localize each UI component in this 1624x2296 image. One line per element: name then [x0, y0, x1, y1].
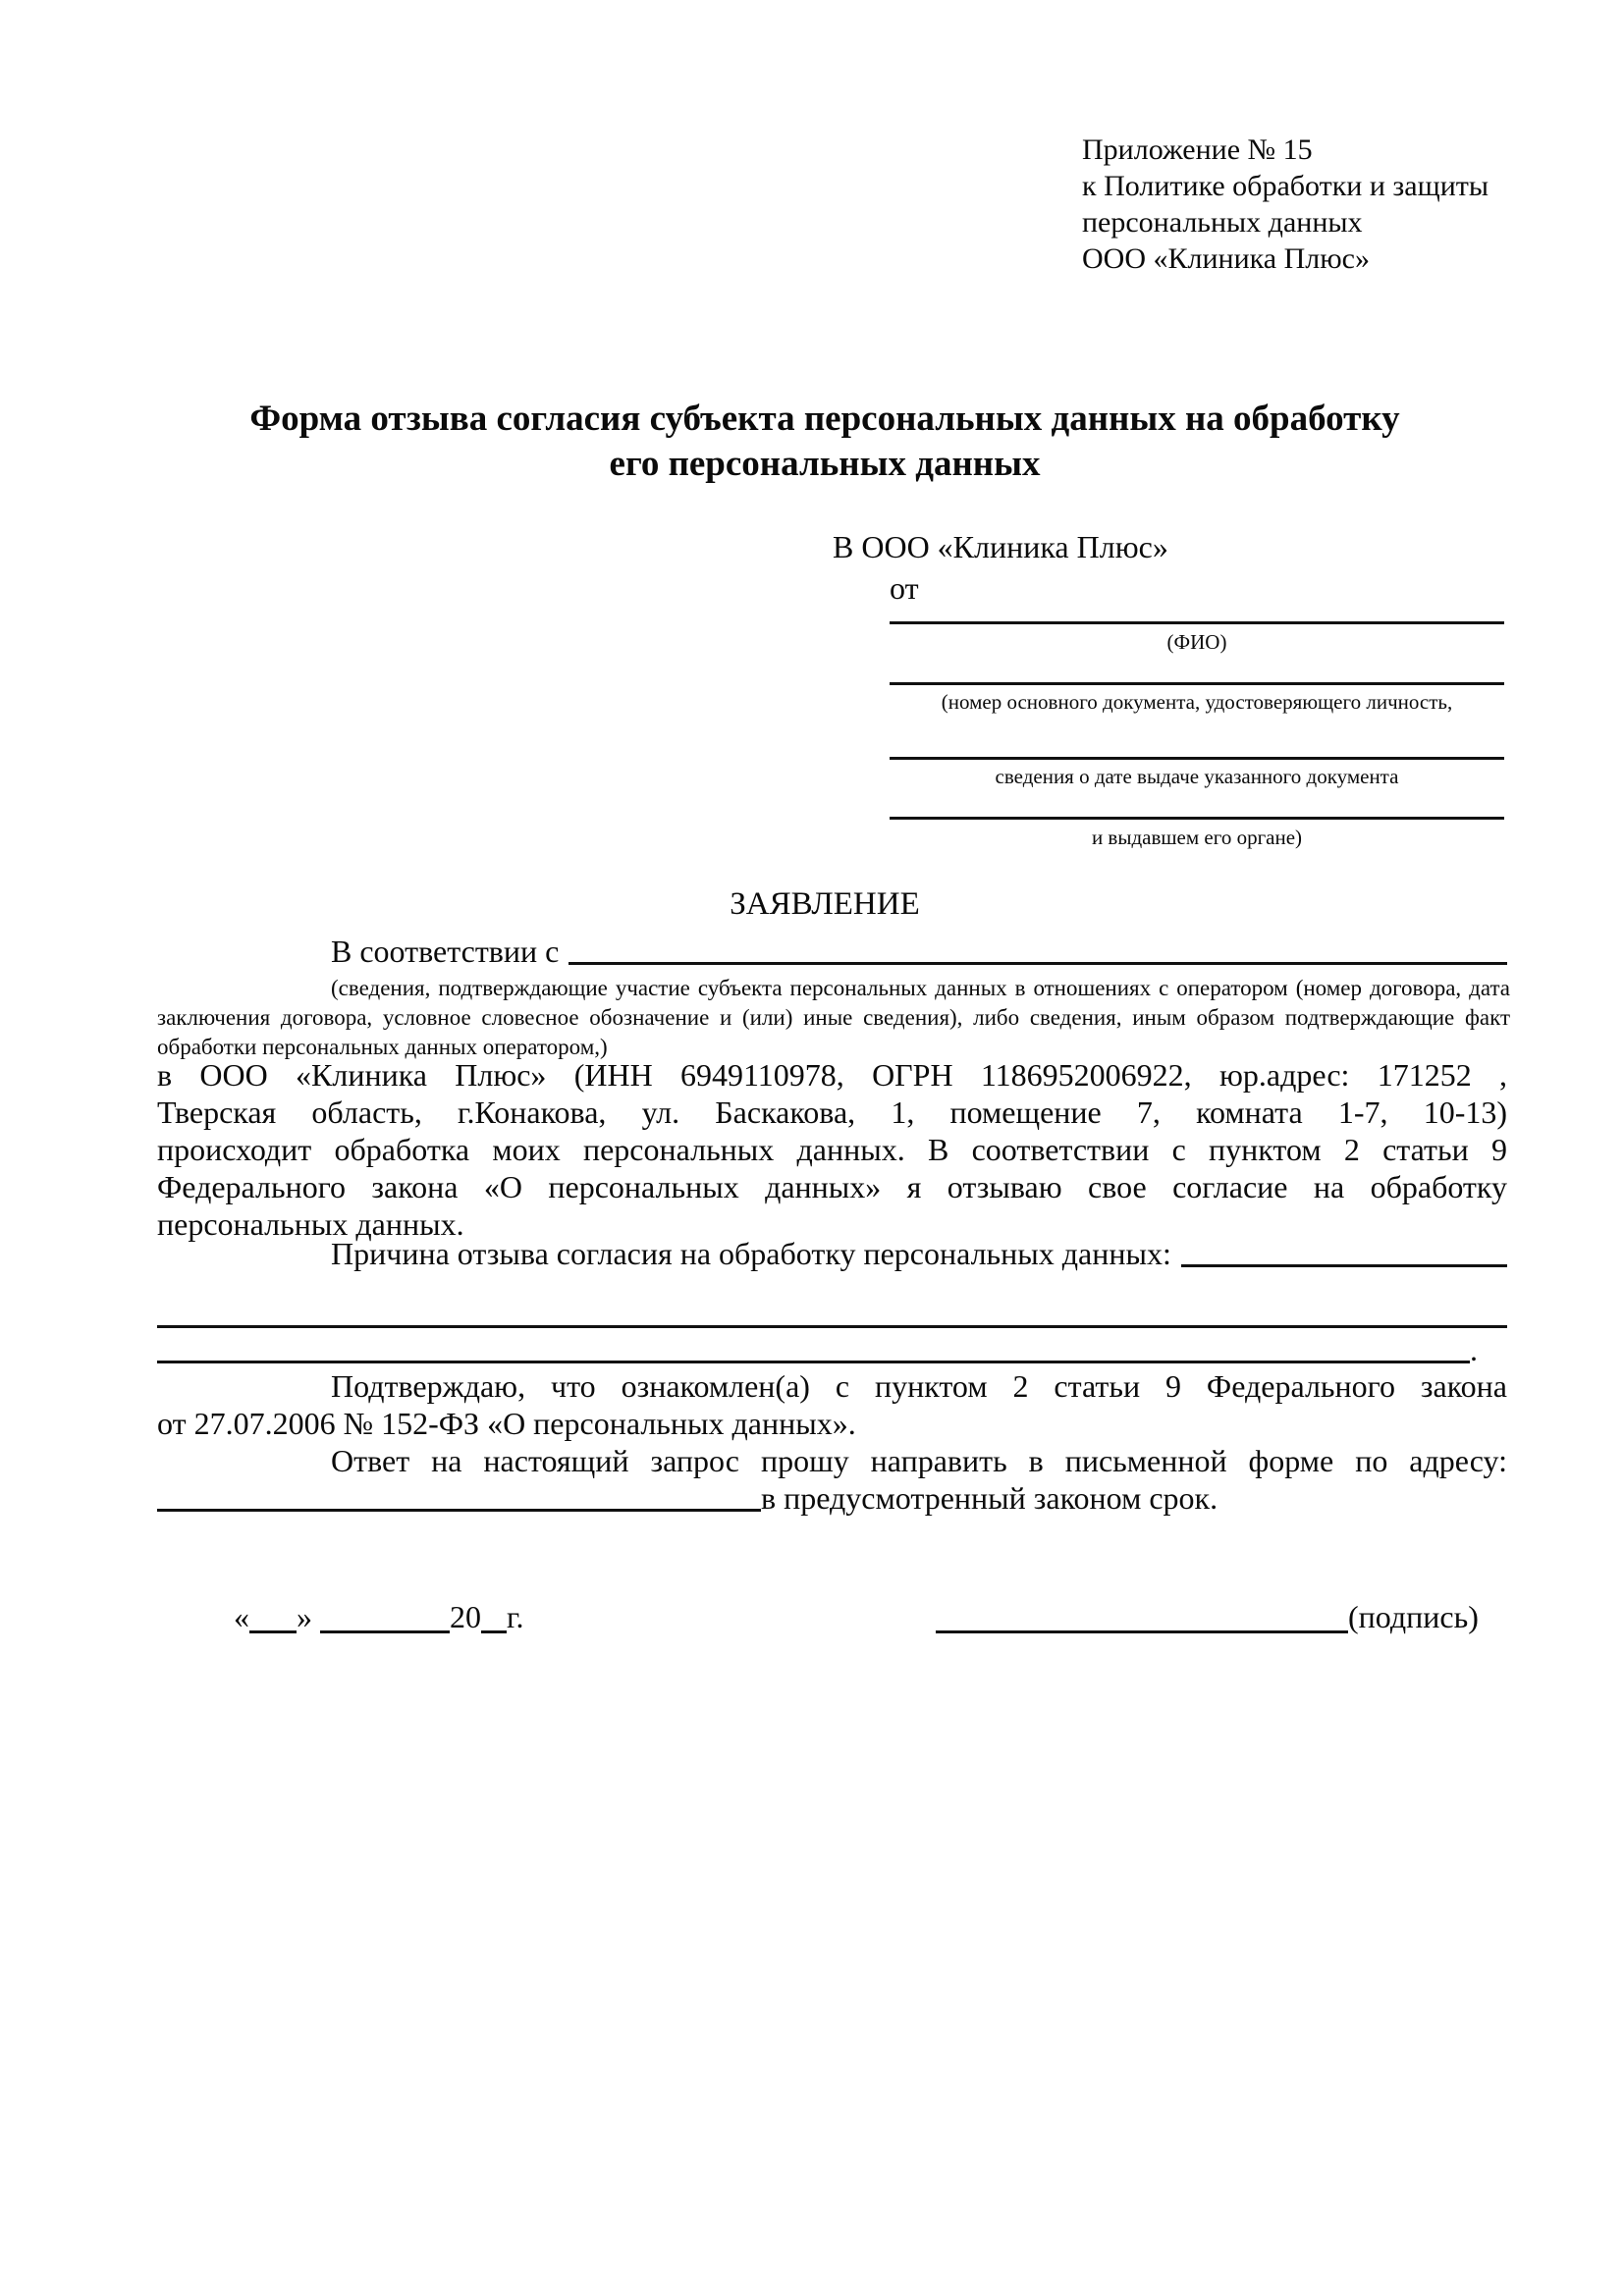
form-title: [118, 397, 1532, 487]
doc-number-blank-line: [890, 682, 1504, 685]
day-blank: [249, 1605, 297, 1633]
intro-blank-line: [568, 962, 1507, 965]
doc-date-blank-line: [890, 757, 1504, 760]
intro-label: В соответствии с: [331, 934, 560, 969]
fine-print-note: [157, 974, 1510, 1062]
recipient-organization: В ООО «Клиника Плюс»: [833, 529, 1168, 564]
body-line: персональных данных.: [157, 1206, 464, 1242]
appendix-note: [1082, 132, 1489, 277]
reply-line: Ответ на настоящий запрос прошу направить в письменной форме по адресу:: [331, 1443, 1507, 1478]
reply-paragraph: [157, 1442, 1507, 1517]
month-blank: [320, 1605, 450, 1633]
appendix-note-line: ООО «Клиника Плюс»: [1082, 242, 1370, 275]
date-field: [234, 1598, 524, 1635]
paragraph-indent: [157, 933, 331, 970]
confirmation-paragraph: [157, 1367, 1507, 1442]
body-line: в ООО «Клиника Плюс» (ИНН 6949110978, ОГРН 1186952006922, юр.адрес: 171252 ,: [157, 1057, 1507, 1093]
intro-row: [157, 933, 1507, 970]
reason-label: Причина отзыва согласия на обработку персональных данных:: [331, 1236, 1171, 1271]
signature-field: [936, 1598, 1479, 1635]
confirmation-line: Подтверждаю, что ознакомлен(а) с пунктом 2 статьи 9 Федерального закона: [331, 1368, 1507, 1404]
fio-blank-line: [890, 621, 1504, 624]
date-century: 20: [450, 1599, 481, 1634]
doc-number-caption: (номер основного документа, удостоверяющего личность,: [941, 690, 1453, 714]
paragraph-indent: [157, 1235, 331, 1272]
address-blank-line: [157, 1509, 761, 1512]
body-line: Федерального закона «О персональных данных» я отзываю свое согласие на обработку: [157, 1169, 1507, 1204]
signature-caption: (подпись): [1348, 1599, 1479, 1634]
fine-print-line: заключения договора, условное словесное обозначение и (или) иные сведения), либо сведения, иным образом подтверждающие факт: [157, 1005, 1510, 1030]
confirmation-line: от 27.07.2006 № 152-ФЗ «О персональных данных».: [157, 1406, 856, 1441]
reason-blank-line-2: [157, 1325, 1507, 1328]
date-open-quote: «: [234, 1599, 249, 1634]
reason-blank-row-3: [157, 1331, 1507, 1368]
date-close-quote: »: [297, 1599, 312, 1634]
fine-print-line: обработки персональных данных оператором,): [157, 1035, 608, 1059]
year-blank: [481, 1605, 507, 1633]
doc-date-caption: сведения о дате выдаче указанного документа: [995, 765, 1399, 788]
body-paragraph: [157, 1056, 1507, 1243]
doc-issuer-blank-line: [890, 817, 1504, 820]
reason-terminator: .: [1470, 1332, 1478, 1367]
fine-print-line: (сведения, подтверждающие участие субъекта персональных данных в отношениях с оператором (номер договора, дата: [331, 976, 1510, 1000]
reason-blank-line-3: [157, 1361, 1470, 1363]
statement-heading: ЗАЯВЛЕНИЕ: [730, 886, 920, 922]
appendix-note-line: персональных данных: [1082, 206, 1363, 239]
form-title-line: Форма отзыва согласия субъекта персональных данных на обработку: [249, 399, 1400, 439]
doc-issuer-caption: и выдавшем его органе): [1091, 826, 1303, 849]
reason-blank-line: [1181, 1264, 1507, 1267]
from-label: от: [890, 570, 919, 606]
signature-blank-line: [936, 1605, 1348, 1633]
reason-row: [157, 1235, 1507, 1272]
body-line: Тверская область, г.Конакова, ул. Баскакова, 1, помещение 7, комната 1-7, 10-13): [157, 1095, 1507, 1130]
form-title-line: его персональных данных: [609, 444, 1041, 484]
appendix-note-line: к Политике обработки и защиты: [1082, 170, 1489, 202]
date-year-suffix: г.: [507, 1599, 524, 1634]
appendix-note-line: Приложение № 15: [1082, 133, 1313, 166]
body-line: происходит обработка моих персональных данных. В соответствии с пунктом 2 статьи 9: [157, 1132, 1507, 1167]
reply-address-row: [157, 1479, 1507, 1517]
reply-line-suffix: в предусмотренный законом срок.: [761, 1480, 1218, 1516]
fio-caption: (ФИО): [1166, 630, 1227, 654]
